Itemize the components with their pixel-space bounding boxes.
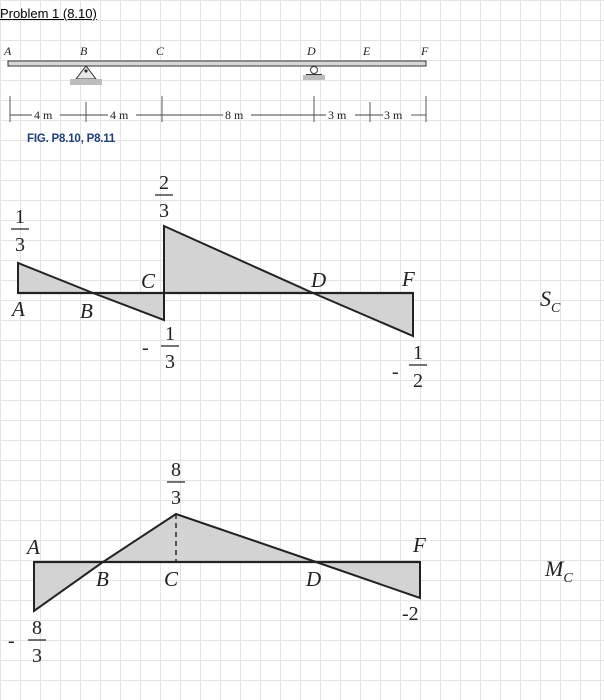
shear-diagram-title [540, 286, 561, 316]
beam-figure [3, 44, 429, 122]
moment-value-c [167, 459, 185, 509]
beam-label-f: F [421, 44, 429, 58]
moment-value-a [8, 617, 46, 667]
moment-diagram [8, 459, 573, 667]
moment-value-c-den: 3 [171, 487, 181, 509]
shear-value-left [11, 206, 29, 256]
shear-region-df [313, 293, 413, 336]
moment-region-bd [103, 514, 316, 562]
shear-value-left-den: 3 [15, 234, 25, 256]
moment-label-c: C [164, 567, 179, 591]
shear-value-c-bottom-sign: - [142, 337, 149, 359]
shear-diagram [10, 172, 561, 392]
shear-value-c-top-num: 2 [159, 172, 169, 194]
moment-label-f: F [413, 533, 426, 557]
shear-label-f: F [402, 267, 415, 291]
moment-label-a: A [27, 535, 40, 559]
shear-diagram-name: S [540, 286, 551, 311]
beam-label-e: E [363, 44, 371, 58]
moment-value-c-num: 8 [171, 459, 181, 481]
shear-value-c-top-den: 3 [159, 200, 169, 222]
shear-diagram-subscript: C [551, 301, 561, 316]
shear-value-c-bottom [142, 323, 179, 373]
moment-value-a-sign: - [8, 630, 15, 652]
shear-region-cd [164, 226, 313, 293]
moment-label-b: B [96, 567, 109, 591]
beam [8, 61, 426, 66]
shear-value-c-top [155, 172, 173, 222]
shear-label-a: A [12, 297, 25, 321]
shear-label-d: D [311, 268, 327, 292]
figure-caption: FIG. P8.10, P8.11 [27, 133, 116, 145]
moment-value-a-num: 8 [32, 617, 42, 639]
shear-value-c-bottom-den: 3 [165, 351, 175, 373]
beam-label-c: C [156, 44, 165, 58]
moment-diagram-subscript: C [563, 571, 573, 586]
moment-region-df [316, 562, 420, 598]
roller-support [303, 67, 325, 81]
shear-label-b: B [80, 299, 93, 323]
beam-label-d: D [307, 44, 316, 58]
moment-region-ab [34, 562, 103, 611]
shear-label-c: C [141, 269, 156, 293]
shear-value-c-bottom-num: 1 [165, 323, 175, 345]
shear-value-f-den: 2 [413, 370, 423, 392]
shear-value-f [392, 342, 427, 392]
shear-region-ab [18, 263, 93, 293]
shear-region-bc [93, 293, 164, 320]
shear-value-left-num: 1 [15, 206, 25, 228]
beam-label-b: B [80, 44, 88, 58]
span-label-ab: 4 m [34, 108, 53, 122]
span-label-cd: 8 m [225, 108, 244, 122]
span-label-bc: 4 m [110, 108, 129, 122]
span-label-ef: 3 m [384, 108, 403, 122]
moment-label-d: D [306, 567, 322, 591]
moment-value-f: -2 [402, 603, 419, 625]
dimension-line [10, 96, 426, 122]
moment-diagram-title [544, 556, 573, 586]
problem-title: Problem 1 (8.10) [0, 6, 97, 21]
beam-label-a: A [4, 44, 12, 58]
pin-support [70, 66, 102, 85]
moment-diagram-name: M [545, 556, 564, 581]
moment-value-a-den: 3 [32, 645, 42, 667]
shear-value-f-num: 1 [413, 342, 423, 364]
span-label-de: 3 m [328, 108, 347, 122]
shear-value-f-sign: - [392, 361, 399, 383]
